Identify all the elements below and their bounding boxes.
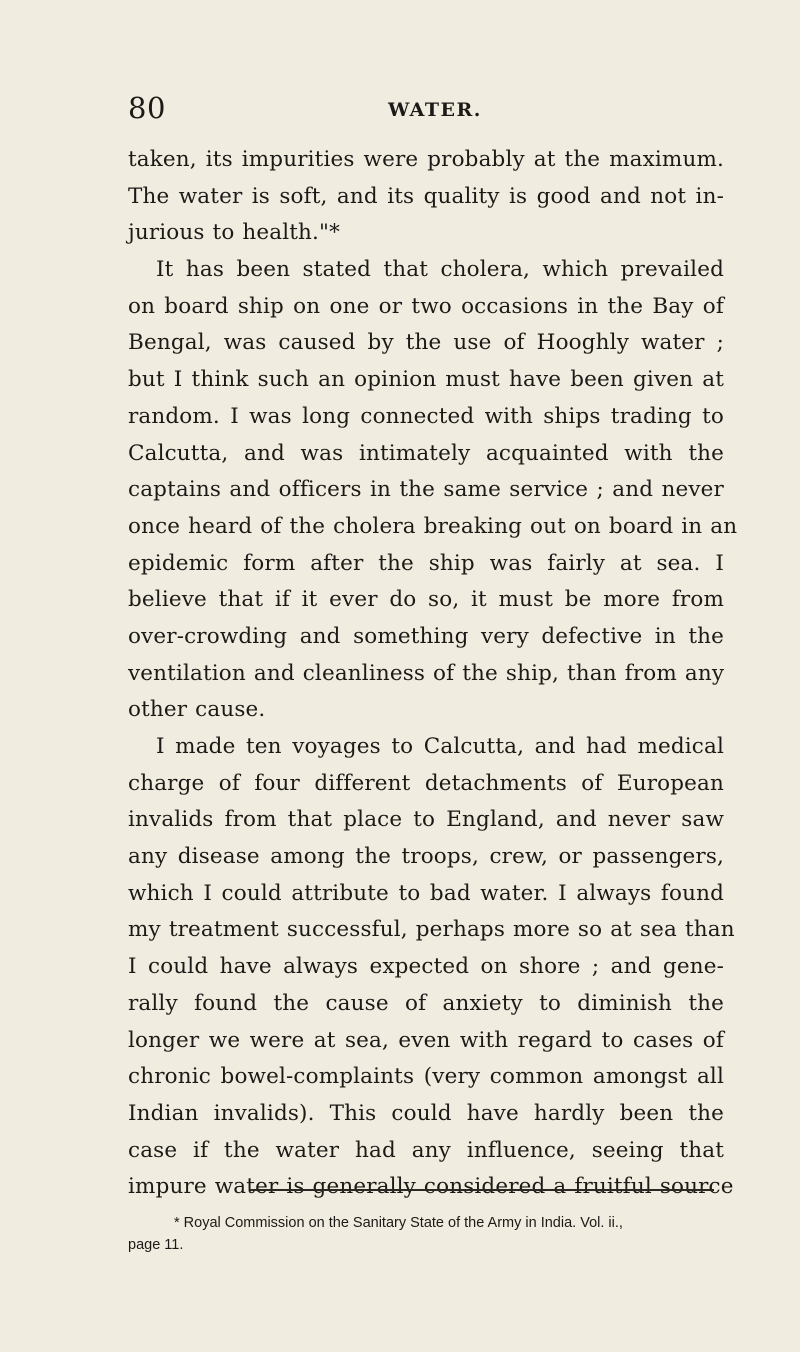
footnote-line: * Royal Commission on the Sanitary State of the Army in India. Vol. ii., bbox=[174, 1215, 623, 1231]
text-line: ventilation and cleanliness of the ship, than from any bbox=[128, 660, 725, 686]
text-line: I could have always expected on shore ; and gene- bbox=[128, 954, 724, 980]
page-number: 80 bbox=[128, 91, 166, 125]
text-line: captains and officers in the same service ; and never bbox=[128, 477, 724, 503]
text-line: Calcutta, and was intimately acquainted with the bbox=[128, 440, 724, 466]
running-head: WATER. bbox=[388, 99, 482, 121]
text-line: epidemic form after the ship was fairly at sea. I bbox=[128, 550, 724, 576]
text-line: chronic bowel-complaints (very common amongst all bbox=[128, 1064, 724, 1090]
text-line: impure water is generally considered a fruitful source bbox=[128, 1174, 734, 1200]
text-line: longer we were at sea, even with regard to cases of bbox=[128, 1027, 724, 1053]
text-line: once heard of the cholera breaking out on board in an bbox=[128, 513, 738, 539]
text-line: Indian invalids). This could have hardly been the bbox=[128, 1100, 724, 1126]
footnote-line: page 11. bbox=[128, 1237, 184, 1253]
text-line: taken, its impurities were probably at the maximum. bbox=[128, 147, 724, 172]
text-line: my treatment successful, perhaps more so at sea than bbox=[128, 917, 735, 943]
text-line: over-crowding and something very defective in the bbox=[128, 623, 724, 649]
text-line: on board ship on one or two occasions in the Bay of bbox=[128, 293, 724, 319]
footnote-divider bbox=[250, 1189, 714, 1191]
body-text bbox=[128, 142, 738, 1206]
text-line: I made ten voyages to Calcutta, and had medical bbox=[156, 734, 724, 759]
text-line: invalids from that place to England, and never saw bbox=[128, 807, 724, 833]
text-line: The water is soft, and its quality is good and not in- bbox=[128, 183, 724, 209]
text-line: It has been stated that cholera, which prevailed bbox=[156, 257, 724, 283]
text-line: but I think such an opinion must have been given at bbox=[128, 367, 724, 393]
text-line: any disease among the troops, crew, or passengers, bbox=[128, 844, 724, 870]
text-line: believe that if it ever do so, it must be more from bbox=[128, 587, 724, 613]
text-line: jurious to health."* bbox=[128, 220, 340, 246]
text-line: case if the water had any influence, seeing that bbox=[128, 1137, 724, 1163]
text-line: other cause. bbox=[128, 697, 266, 723]
footnote bbox=[128, 1212, 724, 1256]
text-line: rally found the cause of anxiety to diminish the bbox=[128, 990, 724, 1016]
page-header bbox=[128, 92, 728, 128]
text-line: random. I was long connected with ships trading to bbox=[128, 403, 724, 429]
text-line: which I could attribute to bad water. I always found bbox=[128, 880, 724, 906]
text-line: charge of four different detachments of European bbox=[128, 770, 724, 796]
text-line: Bengal, was caused by the use of Hooghly water ; bbox=[128, 330, 724, 356]
